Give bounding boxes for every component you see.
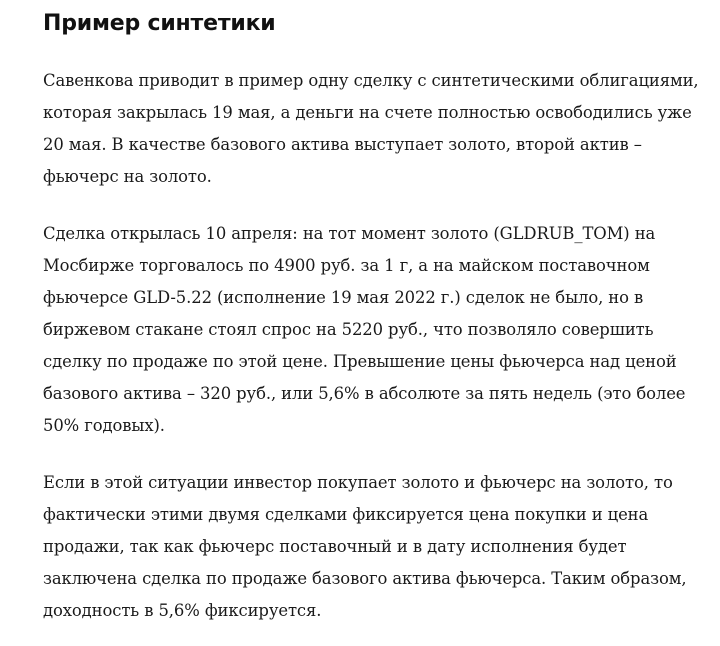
paragraph-deal-details: Сделка открылась 10 апреля: на тот момент золото (GLDRUB_TOM) на Мосбирже торговалось по 4900 руб. за 1 г, а на майском поставочном фьючерсе GLD-5.22 (исполнение 19 мая 2022 г.) сделок не было, но в биржевом стакане стоял спрос на 5220 руб., что позволяло совершить сделку по продаже по этой цене. Превышение цены фьючерса над ценой базового актива – 320 руб., или 5,6% в абсолюте за пять недель (это более 50% годовых). <box>43 224 686 435</box>
article <box>43 0 703 627</box>
section-title: Пример синтетики <box>43 11 276 36</box>
paragraph-investor-strategy: Если в этой ситуации инвестор покупает золото и фьючерс на золото, то фактически этими двумя сделками фиксируется цена покупки и цена продажи, так как фьючерс поставочный и в дату исполнения будет заключена сделка по продаже базового актива фьючерса. Таким образом, доходность в 5,6% фиксируется. <box>43 473 687 620</box>
paragraph-synthetic-example: Савенкова приводит в пример одну сделку с синтетическими облигациями, которая закрылась 19 мая, а деньги на счете полностью освободились уже 20 мая. В качестве базового актива выступает золото, второй актив – фьючерс на золото. <box>43 71 699 186</box>
